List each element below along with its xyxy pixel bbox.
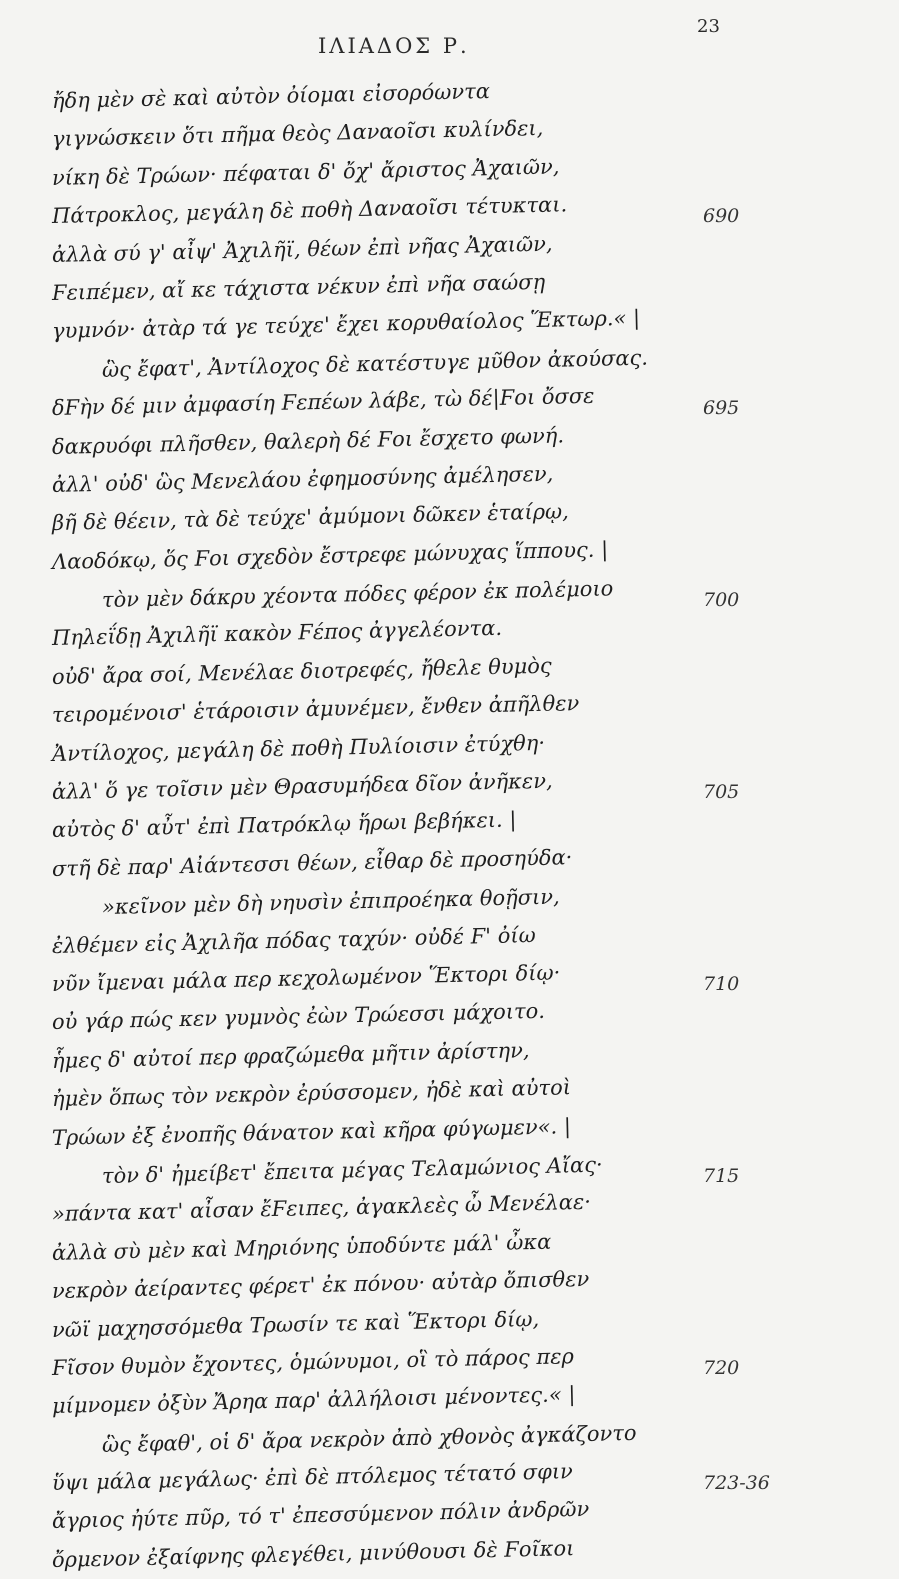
verse-block — [0, 79, 899, 1579]
verse-text: δϜὴν δέ μιν ἀμφασίη Ϝεπέων λάβε, τὼ δέ|Ϝοι ὄσσε — [51, 383, 595, 421]
verse-text: ἀλλ' ὅ γε τοῖσιν μὲν Θρασυμήδεα δῖον ἀνῆκεν, — [51, 768, 553, 805]
verse-text: ἐλθέμεν εἰς Ἀχιλῆα πόδας ταχύν· οὐδέ Ϝ' ὀίω — [51, 922, 536, 958]
verse-text: Πηλεΐδῃ Ἀχιλῆϊ κακὸν Ϝέπος ἀγγελέοντα. — [51, 616, 503, 651]
verse-text: Τρώων ἐξ ἐνοπῆς θάνατον καὶ κῆρα φύγωμεν«. | — [51, 1113, 572, 1150]
verse-text: οὐ γάρ πώς κεν γυμνὸς ἐὼν Τρώεσσι μάχοιτο. — [51, 999, 546, 1035]
verse-line — [0, 1535, 899, 1579]
verse-text: Λαοδόκῳ, ὅς Ϝοι σχεδὸν ἔστρεφε μώνυχας ἵππους. | — [51, 537, 609, 574]
verse-text: τὸν δ' ἠμείβετ' ἔπειτα μέγας Τελαμώνιος Αἴας· — [101, 1152, 603, 1188]
verse-text: Ϝῖσον θυμὸν ἔχοντες, ὁμώνυμοι, οἳ τὸ πάρος περ — [51, 1344, 575, 1380]
verse-text: Ἀντίλοχος, μεγάλη δὲ ποθὴ Πυλίοισιν ἐτύχθη· — [51, 730, 546, 766]
line-number: 723-36 — [703, 1472, 770, 1495]
line-number: 710 — [703, 972, 740, 995]
line-number: 700 — [703, 589, 740, 612]
verse-text: ἄγριος ἠύτε πῦρ, τό τ' ἐπεσσύμενον πόλιν ἀνδρῶν — [51, 1497, 590, 1534]
verse-text: τειρομένοισ' ἑτάροισιν ἀμυνέμεν, ἔνθεν ἀπῆλθεν — [51, 691, 580, 728]
verse-text: ἀλλὰ σὺ μὲν καὶ Μηριόνης ὑποδύντε μάλ' ὦκα — [51, 1229, 552, 1265]
verse-text: τὸν μὲν δάκρυ χέοντα πόδες φέρον ἐκ πολέμοιο — [101, 576, 614, 613]
verse-text: ἠμὲν ὅπως τὸν νεκρὸν ἐρύσσομεν, ἠδὲ καὶ αὐτοὶ — [51, 1075, 572, 1112]
line-number: 720 — [703, 1356, 740, 1379]
running-title: ΙΛΙΑΔΟΣ Ρ. — [318, 34, 470, 58]
verse-text: ἀλλὰ σύ γ' αἶψ' Ἀχιλῆϊ, θέων ἐπὶ νῆας Ἀχαιῶν, — [51, 231, 553, 267]
verse-text: στῆ δὲ παρ' Αἰάντεσσι θέων, εἶθαρ δὲ προσηύδα· — [51, 845, 573, 881]
verse-text: Ϝειπέμεν, αἴ κε τάχιστα νέκυν ἐπὶ νῆα σαώσῃ — [51, 269, 546, 305]
line-number: 705 — [703, 781, 740, 804]
verse-text: δακρυόφι πλῆσθεν, θαλερὴ δέ Ϝοι ἔσχετο φωνή. — [51, 422, 565, 459]
verse-text: οὐδ' ἄρα σοί, Μενέλαε διοτρεφές, ἤθελε θυμὸς — [51, 653, 552, 689]
verse-text: ὄρμενον ἐξαίφνης φλεγέθει, μινύθουσι δὲ Ϝοῖκοι — [51, 1535, 575, 1572]
verse-text: νίκη δὲ Τρώων· πέφαται δ' ὄχ' ἄριστος Ἀχαιῶν, — [51, 154, 560, 190]
verse-text: ὣς ἔφαθ', οἱ δ' ἄρα νεκρὸν ἀπὸ χθονὸς ἀγκάζοντο — [101, 1420, 637, 1457]
verse-text: γυμνόν· ἀτὰρ τά γε τεύχε' ἔχει κορυθαίολος Ἕκτωρ.« | — [51, 306, 641, 344]
verse-text: »κεῖνον μὲν δὴ νηυσὶν ἐπιπροέηκα θοῇσιν, — [101, 884, 560, 920]
line-number: 690 — [703, 205, 740, 228]
verse-text: αὐτὸς δ' αὖτ' ἐπὶ Πατρόκλῳ ἥρωι βεβήκει. | — [51, 807, 517, 843]
page-number: 23 — [697, 16, 720, 37]
verse-text: νῶϊ μαχησσόμεθα Τρωσίν τε καὶ Ἕκτορι δίῳ, — [51, 1306, 540, 1342]
verse-text: νεκρὸν ἀείραντες φέρετ' ἐκ πόνου· αὐτὰρ ὄπισθεν — [51, 1266, 590, 1304]
verse-text: ὕψι μάλα μεγάλως· ἐπὶ δὲ πτόλεμος τέτατό σφιν — [51, 1459, 574, 1496]
verse-text: Πάτροκλος, μεγάλη δὲ ποθὴ Δαναοῖσι τέτυκται. — [51, 192, 568, 229]
verse-text: ἀλλ' οὐδ' ὣς Μενελάου ἐφημοσύνης ἀμέλησεν, — [51, 461, 554, 497]
verse-text: ἤδη μὲν σὲ καὶ αὐτὸν ὀίομαι εἰσορόωντα — [51, 79, 491, 113]
verse-text: μίμνομεν ὀξὺν Ἄρηα παρ' ἀλλήλοισι μένοντες.« | — [51, 1382, 576, 1419]
verse-text: βῆ δὲ θέειν, τὰ δὲ τεύχε' ἀμύμονι δῶκεν ἑταίρῳ, — [51, 499, 570, 536]
page-header — [0, 16, 899, 60]
line-number: 695 — [703, 397, 740, 420]
line-number: 715 — [703, 1164, 740, 1187]
verse-text: γιγνώσκειν ὅτι πῆμα θεὸς Δαναοῖσι κυλίνδει, — [51, 116, 544, 152]
verse-text: νῦν ἴμεναι μάλα περ κεχολωμένον Ἕκτορι δίῳ· — [51, 960, 561, 996]
verse-text: ἧμες δ' αὐτοί περ φραζώμεθα μῆτιν ἀρίστην, — [51, 1037, 530, 1073]
verse-text: ὣς ἔφατ', Ἀντίλοχος δὲ κατέστυγε μῦθον ἀκούσας. — [101, 345, 649, 382]
verse-text: »πάντα κατ' αἶσαν ἔϜειπες, ἀγακλεὲς ὦ Μενέλαε· — [51, 1190, 592, 1227]
